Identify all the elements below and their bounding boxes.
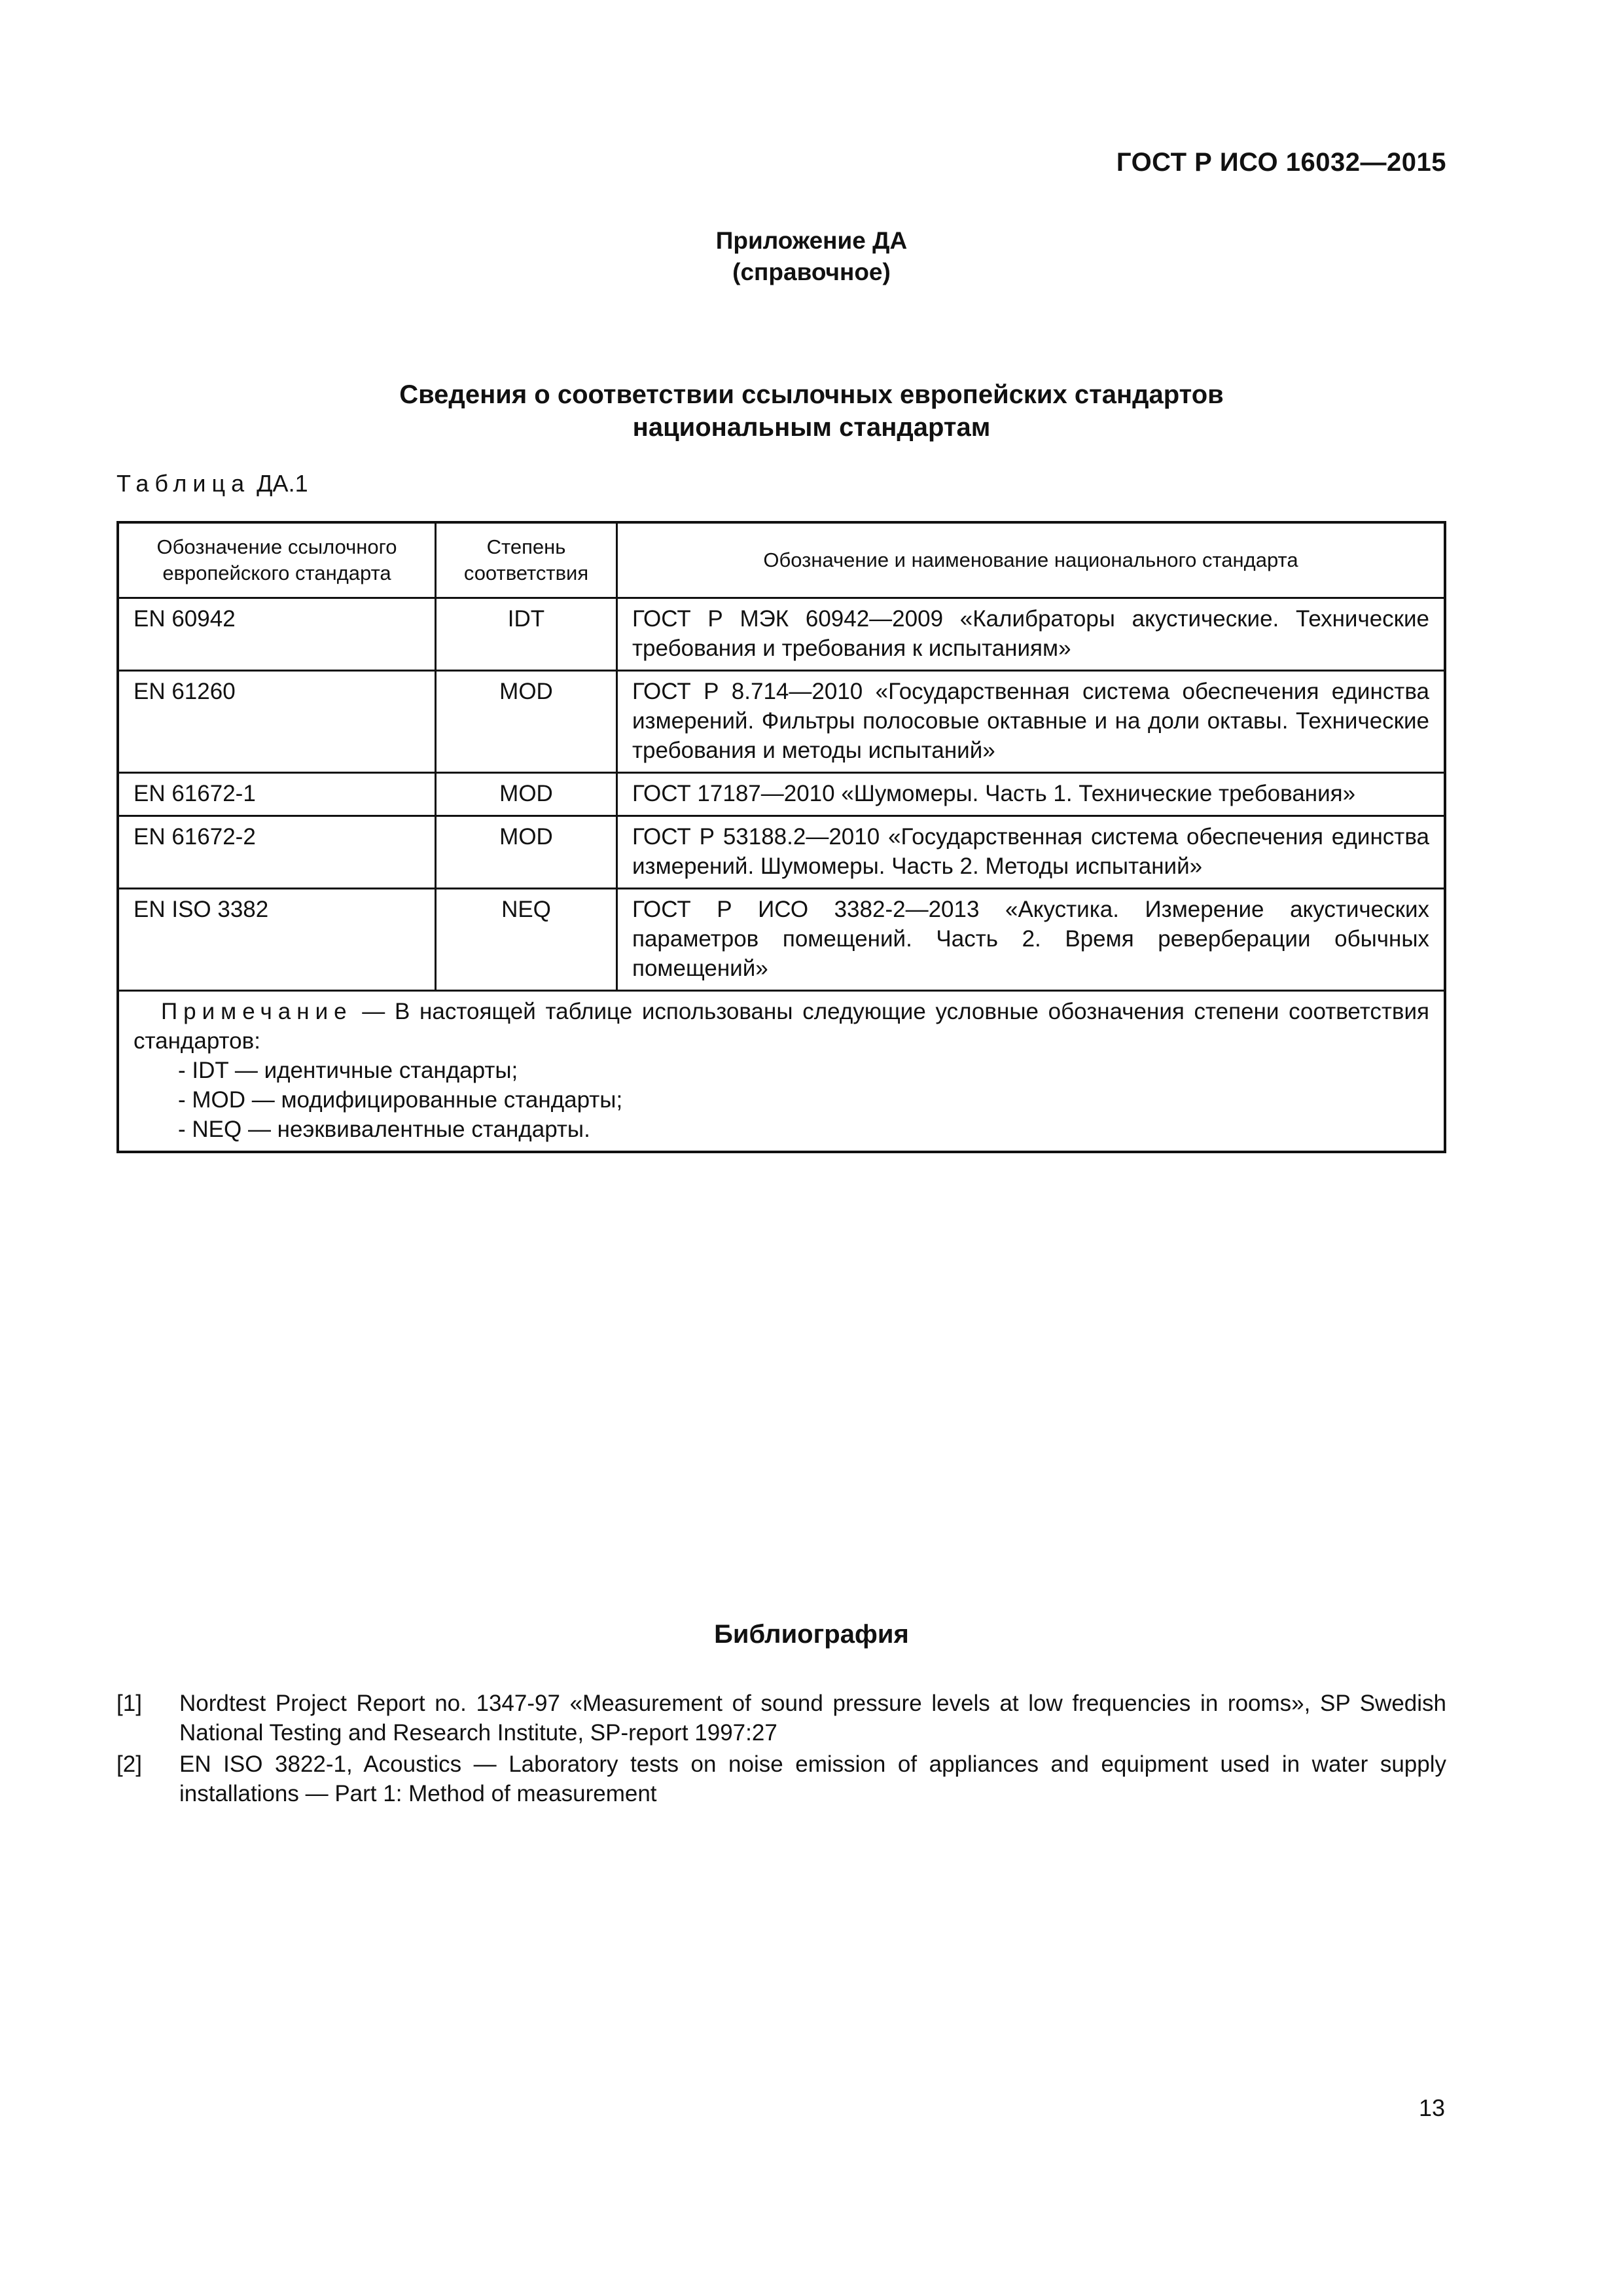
bibliography-entry [116, 1749, 1446, 1808]
cell-national-standard: ГОСТ Р МЭК 60942—2009 «Калибраторы акустические. Технические требования и требования к испытаниям» [617, 598, 1446, 671]
annex-title: Приложение ДА [715, 227, 908, 254]
cell-national-standard: ГОСТ Р 8.714—2010 «Государственная система обеспечения единства измерений. Фильтры полосовые октавные и на доли октавы. Технические требования и методы испытаний» [617, 671, 1446, 773]
header-ref-standard: Обозначение ссылочного европейского стандарта [118, 522, 436, 598]
table-note-row [118, 991, 1445, 1153]
correspondence-table [116, 521, 1446, 1153]
table-row [118, 671, 1445, 773]
bibliography-list [116, 1689, 1446, 1810]
cell-ref-standard: EN 60942 [118, 598, 436, 671]
cell-degree: NEQ [436, 889, 617, 991]
table-row [118, 889, 1445, 991]
bibliography-entry-number: [1] [116, 1691, 142, 1716]
bibliography-entry-number: [2] [116, 1751, 142, 1777]
cell-degree: MOD [436, 773, 617, 816]
annex-kind: (справочное) [732, 259, 891, 285]
note-text: — В настоящей таблице использованы следующие условные обозначения степени соответствия стандартов: [134, 999, 1429, 1054]
cell-ref-standard: EN 61260 [118, 671, 436, 773]
table-caption-number: ДА.1 [257, 470, 308, 497]
cell-ref-standard: EN 61672-1 [118, 773, 436, 816]
section-title-line1: Сведения о соответствии ссылочных европейских стандартов [399, 380, 1224, 409]
note-item-idt: - IDT — идентичные стандарты; [178, 1058, 518, 1083]
note-label: Примечание [161, 999, 353, 1024]
cell-degree: IDT [436, 598, 617, 671]
cell-degree: MOD [436, 671, 617, 773]
table-row [118, 598, 1445, 671]
annex-heading [0, 225, 1623, 288]
table-row [118, 816, 1445, 889]
bibliography-entry-text: Nordtest Project Report no. 1347-97 «Measurement of sound pressure levels at low frequencies in rooms», SP Swedish National Testing and Research Institute, SP-report 1997:27 [179, 1691, 1446, 1746]
bibliography-entry-text: EN ISO 3822-1, Acoustics — Laboratory tests on noise emission of appliances and equipment used in water supply installations — Part 1: Method of measurement [179, 1751, 1446, 1806]
table-header-row [118, 522, 1445, 598]
cell-ref-standard: EN ISO 3382 [118, 889, 436, 991]
header-degree: Степень соответствия [436, 522, 617, 598]
cell-ref-standard: EN 61672-2 [118, 816, 436, 889]
cell-national-standard: ГОСТ Р 53188.2—2010 «Государственная система обеспечения единства измерений. Шумомеры. Часть 2. Методы испытаний» [617, 816, 1446, 889]
bibliography-title: Библиография [714, 1620, 909, 1649]
table-row [118, 773, 1445, 816]
cell-degree: MOD [436, 816, 617, 889]
bibliography-entry [116, 1689, 1446, 1748]
cell-national-standard: ГОСТ Р ИСО 3382-2—2013 «Акустика. Измерение акустических параметров помещений. Часть 2. Время реверберации обычных помещений» [617, 889, 1446, 991]
section-title [0, 378, 1623, 444]
section-title-line2: национальным стандартам [632, 413, 991, 442]
note-item-mod: - MOD — модифицированные стандарты; [178, 1087, 623, 1113]
table-caption [116, 470, 308, 497]
table-note [118, 991, 1445, 1153]
cell-national-standard: ГОСТ 17187—2010 «Шумомеры. Часть 1. Технические требования» [617, 773, 1446, 816]
note-paragraph [134, 997, 1429, 1056]
note-item-neq: - NEQ — неэквивалентные стандарты. [178, 1117, 590, 1142]
table-caption-label: Таблица [116, 470, 251, 497]
page-header-doc-id: ГОСТ Р ИСО 16032—2015 [1116, 148, 1446, 177]
header-national-standard: Обозначение и наименование национального стандарта [617, 522, 1446, 598]
page-number: 13 [1418, 2094, 1445, 2121]
